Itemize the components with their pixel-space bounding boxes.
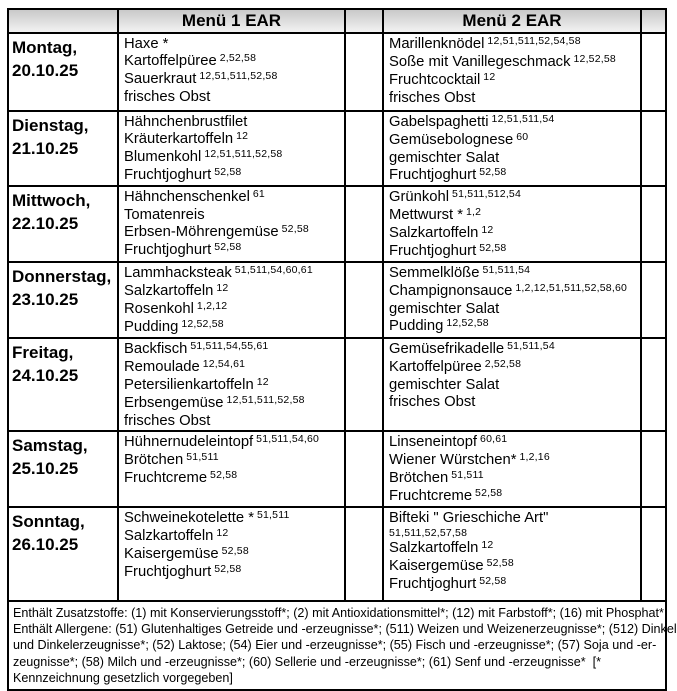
menu-item xyxy=(124,470,342,488)
menu-item-allergens: 1,2 xyxy=(466,205,482,218)
menu-item xyxy=(389,318,638,336)
menu-item xyxy=(124,224,342,242)
menu-item xyxy=(389,167,638,185)
menu-item-text: Kräuterkartoffeln xyxy=(124,131,234,147)
menu-item xyxy=(124,434,342,452)
menu-item xyxy=(124,452,342,470)
menu-item-text: Soße mit Vanillegeschmack xyxy=(389,54,571,70)
menu-item-text: Erbsen-Möhrengemüse xyxy=(124,224,279,240)
menu-item-text: Salzkartoffeln xyxy=(389,540,479,556)
menu-item-allergens: 1,2,12,51,511,52,58,60 xyxy=(515,281,628,294)
menu-item-text: Pudding xyxy=(124,319,179,335)
end-cell xyxy=(641,431,666,507)
day-date: 24.10.25 xyxy=(12,366,79,385)
end-cell xyxy=(641,338,666,431)
menu-item-text: Fruchtcreme xyxy=(124,470,208,486)
menu-item-allergens: 12,52,58 xyxy=(181,317,224,330)
menu-item-text: Kartoffelpüree xyxy=(389,359,482,375)
end-cell xyxy=(641,111,666,186)
menu-item-text: Champignonsauce xyxy=(389,283,513,299)
day-date: 25.10.25 xyxy=(12,459,79,478)
header-menu2-label: Menü 2 EAR xyxy=(383,9,641,33)
footnote-line: Enthält Zusatzstoffe: (1) mit Konservierungsstoff*; (2) mit Antioxidationsmittel*; (12) mit Farbstoff*; (16) mit Phosphat* xyxy=(13,606,664,620)
menu-item-text: Grünkohl xyxy=(389,189,450,205)
menu-item xyxy=(389,540,638,558)
menu2-cell xyxy=(383,111,641,186)
menu-item xyxy=(124,341,342,359)
menu-item-allergens: 12,51,511,52,58 xyxy=(199,69,278,82)
gap-cell xyxy=(345,186,383,262)
menu-item-allergens: 51,511 xyxy=(256,508,290,521)
menu2-cell xyxy=(383,262,641,338)
menu-item xyxy=(389,225,638,243)
menu-item-text: Salzkartoffeln xyxy=(124,528,214,544)
menu-item-text: Fruchtjoghurt xyxy=(389,167,477,183)
menu-row xyxy=(8,262,666,338)
menu1-cell xyxy=(118,262,345,338)
menu-item xyxy=(124,319,342,337)
menu-item-allergens: 2,52,58 xyxy=(219,51,257,64)
menu-item xyxy=(124,36,342,53)
menu-item-allergens: 51,511,54 xyxy=(482,263,531,276)
day-cell xyxy=(8,111,118,186)
day-date: 26.10.25 xyxy=(12,535,79,554)
menu-item-text: Erbsengemüse xyxy=(124,395,224,411)
menu-item-text: Salzkartoffeln xyxy=(389,225,479,241)
menu-item-text: Gemüsefrikadelle xyxy=(389,341,505,357)
day-name: Mittwoch, xyxy=(12,191,91,210)
menu-item-allergens: 12 xyxy=(483,70,496,83)
day-name: Freitag, xyxy=(12,343,74,362)
menu-item-text: Lammhacksteak xyxy=(124,265,232,281)
menu-item-allergens: 61 xyxy=(252,187,265,200)
footnote-line: Enthält Allergene: (51) Glutenhaltiges Getreide und -erzeugnisse*; (511) Weizen und Weizenerzeugnisse*; (512) Dinkel xyxy=(13,622,677,637)
menu2-cell xyxy=(383,338,641,431)
menu-item xyxy=(124,546,342,564)
menu-item xyxy=(389,54,638,72)
menu-item-text: Semmelklöße xyxy=(389,265,480,281)
menu-item-text: Salzkartoffeln xyxy=(124,283,214,299)
menu-item xyxy=(389,341,638,359)
day-cell xyxy=(8,186,118,262)
menu-item-text: Kaisergemüse xyxy=(389,558,484,574)
footnote-line: und Dinkelerzeugnisse*; (52) Laktose; (54) Eier und -erzeugnisse*; (55) Fisch und -erzeugnisse*; (57) Soja und -er- xyxy=(13,638,657,653)
menu-item-text: Rosenkohl xyxy=(124,301,194,317)
day-name: Samstag, xyxy=(12,436,88,455)
menu-item-allergens: 52,58 xyxy=(214,562,242,575)
menu-item-text: gemischter Salat xyxy=(389,377,500,393)
menu-item-allergens: 12 xyxy=(216,526,229,539)
menu-item xyxy=(389,452,638,470)
menu-item-text: Tomatenreis xyxy=(124,207,205,223)
end-cell xyxy=(641,262,666,338)
menu-item-allergens: 51,511 xyxy=(186,450,219,463)
menu-item-allergens: 51,511,54,55,61 xyxy=(190,339,269,352)
menu1-cell xyxy=(118,33,345,111)
gap-cell xyxy=(345,507,383,601)
menu-item-text: Fruchtjoghurt xyxy=(389,243,477,259)
gap-cell xyxy=(345,338,383,431)
gap-cell xyxy=(345,33,383,111)
day-date: 23.10.25 xyxy=(12,290,79,309)
menu-item-text: frisches Obst xyxy=(389,394,476,410)
menu-item-text: Bifteki " Grieschiche Art" xyxy=(389,510,549,526)
menu-item-text: Pudding xyxy=(389,318,444,334)
menu-item xyxy=(389,283,638,301)
menu-item-text: Fruchtjoghurt xyxy=(389,576,477,592)
menu-item-allergens: 51,511,54,60 xyxy=(256,432,320,445)
menu-item-allergens: 52,58 xyxy=(479,241,507,254)
menu-item-text: Brötchen xyxy=(389,470,449,486)
menu-item xyxy=(389,207,638,225)
menu-item-allergens: 52,58 xyxy=(475,486,503,499)
menu-item xyxy=(124,207,342,224)
menu-item-text: gemischter Salat xyxy=(389,301,500,317)
menu-item xyxy=(389,150,638,167)
menu-item-text: Hähnchenschenkel xyxy=(124,189,250,205)
menu-item-allergens: 12 xyxy=(216,281,229,294)
menu-item-allergens: 12 xyxy=(236,129,249,142)
day-cell xyxy=(8,338,118,431)
end-cell xyxy=(641,186,666,262)
menu-item-allergens: 52,58 xyxy=(214,240,242,253)
day-date: 22.10.25 xyxy=(12,214,79,233)
menu-item-text: Schweinekotelette * xyxy=(124,510,254,526)
menu-item xyxy=(124,283,342,301)
menu1-cell xyxy=(118,431,345,507)
day-name: Donnerstag, xyxy=(12,267,112,286)
menu-item xyxy=(124,53,342,71)
gap-cell xyxy=(345,431,383,507)
menu-item-text: Gemüsebolognese xyxy=(389,132,514,148)
menu-item-text: Remoulade xyxy=(124,359,200,375)
menu-item xyxy=(124,189,342,207)
menu-item xyxy=(124,510,342,528)
menu2-cell xyxy=(383,507,641,601)
header-gap-cell xyxy=(345,9,383,33)
menu-item-allergens: 12,52,58 xyxy=(446,316,489,329)
menu-item-allergens: 12,51,511,54 xyxy=(491,112,555,125)
menu-row xyxy=(8,33,666,111)
menu-row xyxy=(8,111,666,186)
menu-item-allergens: 52,58 xyxy=(210,468,238,481)
menu-item-text: Petersilienkartoffeln xyxy=(124,377,254,393)
menu-item-text: Linseneintopf xyxy=(389,434,478,450)
menu-item-allergens: 52,58 xyxy=(221,544,249,557)
menu-item xyxy=(124,114,342,131)
menu-item-allergens: 12 xyxy=(481,538,494,551)
menu-item-text: frisches Obst xyxy=(124,413,211,429)
menu-item-text: frisches Obst xyxy=(389,90,476,106)
menu-item xyxy=(389,265,638,283)
menu-row xyxy=(8,338,666,431)
menu-item-allergens: 51,511,54,60,61 xyxy=(234,263,313,276)
menu2-cell xyxy=(383,431,641,507)
menu-item xyxy=(124,89,342,106)
menu-item-allergens: 1,2,16 xyxy=(519,450,550,463)
menu2-cell xyxy=(383,33,641,111)
menu-item-allergens: 51,511 xyxy=(451,468,484,481)
menu-item-text: Marillenknödel xyxy=(389,36,485,52)
menu-item-text: Fruchtjoghurt xyxy=(124,564,212,580)
menu-item-text: Brötchen xyxy=(124,452,184,468)
menu-item xyxy=(124,149,342,167)
header-end-cell xyxy=(641,9,666,33)
menu-item xyxy=(124,71,342,89)
menu-item-text: Fruchtjoghurt xyxy=(124,242,212,258)
menu-item-allergens: 51,511,54 xyxy=(507,339,555,352)
menu-item-allergens: 12 xyxy=(256,375,269,388)
menu-item-allergens: 12,54,61 xyxy=(202,357,246,370)
menu1-cell xyxy=(118,507,345,601)
menu-item-text: Fruchtcocktail xyxy=(389,72,481,88)
menu-item xyxy=(124,265,342,283)
gap-cell xyxy=(345,262,383,338)
day-name: Dienstag, xyxy=(12,116,89,135)
menu-item xyxy=(389,470,638,488)
menu-item-text: frisches Obst xyxy=(124,89,211,105)
menu-item xyxy=(124,564,342,582)
menu-item-text: Gabelspaghetti xyxy=(389,114,489,130)
menu-item xyxy=(389,243,638,261)
day-cell xyxy=(8,431,118,507)
menu-item-allergens: 51,511,512,54 xyxy=(452,187,522,200)
menu-item xyxy=(124,131,342,149)
menu-item xyxy=(389,576,638,594)
menu-item xyxy=(389,510,638,527)
menu-item xyxy=(124,242,342,260)
menu-item-allergens: 52,58 xyxy=(479,165,507,178)
menu-item xyxy=(124,167,342,185)
menu-item-allergens: 52,58 xyxy=(479,574,507,587)
day-cell xyxy=(8,507,118,601)
menu-row xyxy=(8,507,666,601)
end-cell xyxy=(641,33,666,111)
gap-cell xyxy=(345,111,383,186)
footnote-line: zeugnisse*; (58) Milch und -erzeugnisse*; (60) Sellerie und -erzeugnisse*; (61) Senf und -erzeugnisse* [* xyxy=(13,654,602,669)
menu-item xyxy=(389,90,638,107)
menu-item-allergens: 52,58 xyxy=(486,556,514,569)
day-cell xyxy=(8,33,118,111)
menu-item-allergens: 12,51,511,52,58 xyxy=(204,147,283,160)
menu-item xyxy=(124,377,342,395)
menu-row xyxy=(8,186,666,262)
menu-row xyxy=(8,431,666,507)
menu-item-allergens: 1,2,12 xyxy=(196,299,228,312)
header-day-cell xyxy=(8,9,118,33)
menu-item-allergens: 60,61 xyxy=(480,432,508,445)
menu-item-allergens: 52,58 xyxy=(281,222,309,235)
menu-item xyxy=(124,528,342,546)
menu-item xyxy=(389,189,638,207)
menu-item-allergens: 12,51,511,52,54,58 xyxy=(487,34,581,47)
menu-item xyxy=(124,359,342,377)
end-cell xyxy=(641,507,666,601)
menu-item-text: Backfisch xyxy=(124,341,188,357)
menu-item xyxy=(389,488,638,506)
menu1-cell xyxy=(118,186,345,262)
footnotes-cell xyxy=(8,601,677,690)
menu-item xyxy=(124,413,342,430)
menu-item-allergens: 51,511,52,57,58 xyxy=(389,527,468,539)
menu-item-text: Wiener Würstchen* xyxy=(389,452,517,468)
menu-item-allergens: 12,51,511,52,58 xyxy=(226,393,305,406)
header-row xyxy=(8,9,666,33)
menu-item-allergens: 52,58 xyxy=(214,165,242,178)
menu-item xyxy=(389,36,638,54)
menu-item-allergens: 2,52,58 xyxy=(484,357,522,370)
menu-item xyxy=(389,434,638,452)
day-cell xyxy=(8,262,118,338)
day-name: Montag, xyxy=(12,38,78,57)
menu-item xyxy=(389,558,638,576)
day-date: 20.10.25 xyxy=(12,61,79,80)
menu-item-text: Kartoffelpüree xyxy=(124,53,217,69)
weekly-menu-table xyxy=(7,8,677,691)
menu-item-text: Blumenkohl xyxy=(124,149,202,165)
menu-item xyxy=(389,394,638,411)
menu-item-text: Hähnchenbrustfilet xyxy=(124,114,248,130)
menu-item-text: Sauerkraut xyxy=(124,71,197,87)
menu-item-text: Hühnernudeleintopf xyxy=(124,434,254,450)
menu-item-text: Mettwurst * xyxy=(389,207,463,223)
footer-row xyxy=(8,601,666,690)
menu-item-allergens: 12 xyxy=(481,223,494,236)
menu-item xyxy=(389,132,638,150)
menu-item xyxy=(389,359,638,377)
menu-item xyxy=(389,377,638,394)
menu-item xyxy=(389,114,638,132)
menu2-cell xyxy=(383,186,641,262)
menu-item xyxy=(124,301,342,319)
footnote-line: Kennzeichnung gesetzlich vorgegeben] xyxy=(13,670,233,685)
menu1-cell xyxy=(118,111,345,186)
menu-item-text: Fruchtcreme xyxy=(389,488,473,504)
menu-item xyxy=(389,72,638,90)
menu1-cell xyxy=(118,338,345,431)
menu-item xyxy=(124,395,342,413)
day-date: 21.10.25 xyxy=(12,139,79,158)
menu-item-text: gemischter Salat xyxy=(389,150,500,166)
menu-item xyxy=(389,301,638,318)
menu-item-text: Kaisergemüse xyxy=(124,546,219,562)
menu-item-text: Fruchtjoghurt xyxy=(124,167,212,183)
menu-item-text: Haxe * xyxy=(124,36,169,52)
menu-item-allergens: 12,52,58 xyxy=(573,52,616,65)
menu-item-allergens: 60 xyxy=(516,130,529,143)
header-menu1-label: Menü 1 EAR xyxy=(118,9,345,33)
day-name: Sonntag, xyxy=(12,512,85,531)
